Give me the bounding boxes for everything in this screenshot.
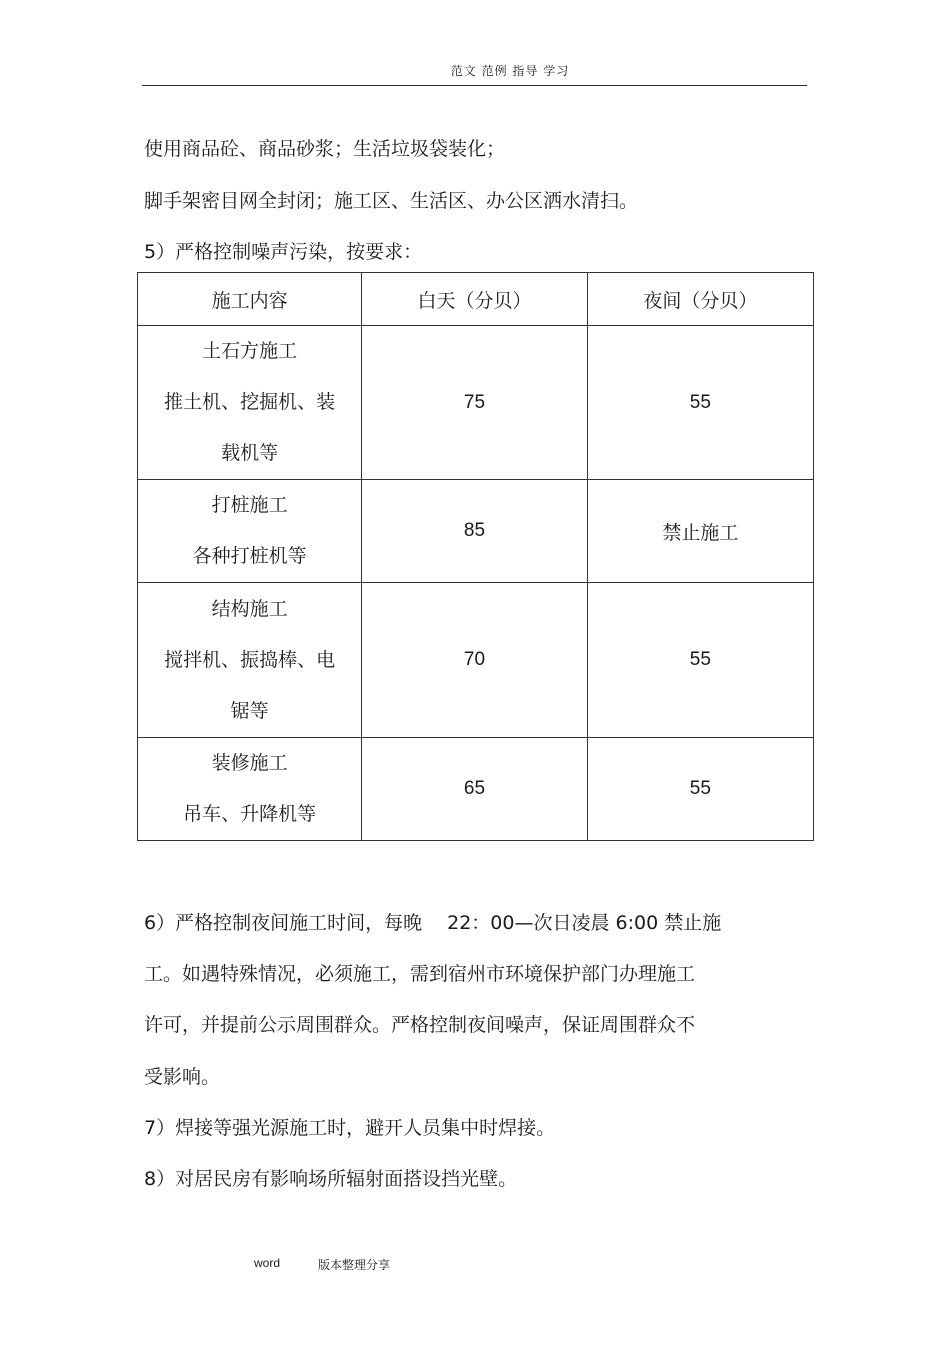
- content-line: 各种打桩机等: [192, 545, 307, 567]
- paragraph-night-work-cont: 工。如遇特殊情况，必须施工，需到宿州市环境保护部门办理施工: [144, 963, 696, 985]
- paragraph-welding: 7）焊接等强光源施工时，避开人员集中时焊接。: [144, 1117, 556, 1139]
- noise-limit-table: [137, 272, 814, 841]
- night-value: 禁止施工: [587, 480, 813, 583]
- day-value: 85: [362, 480, 587, 583]
- header-night: 夜间（分贝）: [587, 273, 813, 326]
- row-content-cell: [138, 583, 362, 738]
- content-line: 载机等: [221, 442, 279, 464]
- paragraph-light-barrier: 8）对居民房有影响场所辐射面搭设挡光壁。: [144, 1168, 518, 1190]
- page-header: 范文 范例 指导 学习: [450, 64, 570, 78]
- night-value: 55: [587, 738, 813, 841]
- night-value: 55: [587, 583, 813, 738]
- day-value: 75: [362, 326, 587, 480]
- header-divider: [142, 85, 807, 86]
- day-value: 70: [362, 583, 587, 738]
- table-header-row: [138, 273, 814, 326]
- night-value: 55: [587, 326, 813, 480]
- footer-note: 版本整理分享: [318, 1258, 391, 1272]
- paragraph-materials: 使用商品砼、商品砂浆；生活垃圾袋装化；: [144, 138, 506, 160]
- content-line: 锯等: [230, 699, 269, 722]
- content-line: 推土机、挖掘机、装: [164, 391, 336, 413]
- table-row: [138, 738, 814, 841]
- header-day: 白天（分贝）: [362, 273, 587, 326]
- paragraph-noise-heading: 5）严格控制噪声污染，按要求：: [144, 241, 423, 263]
- content-line: 吊车、升降机等: [183, 803, 317, 825]
- table-row: [138, 583, 814, 738]
- row-content-cell: [138, 326, 362, 480]
- content-line: 打桩施工: [211, 494, 288, 516]
- footer-word-label: word: [254, 1256, 281, 1270]
- paragraph-scaffold: 脚手架密目网全封闭；施工区、生活区、办公区洒水清扫。: [144, 190, 639, 212]
- paragraph-night-work: 6）严格控制夜间施工时间，每晚 22：00—次日凌晨 6:00 禁止施: [144, 912, 722, 934]
- row-content-cell: [138, 480, 362, 583]
- header-content: 施工内容: [138, 273, 362, 326]
- table-row: [138, 326, 814, 480]
- day-value: 65: [362, 738, 587, 841]
- content-line: 土石方施工: [202, 340, 298, 362]
- row-content-cell: [138, 738, 362, 841]
- content-line: 搅拌机、振捣棒、电: [164, 648, 336, 671]
- paragraph-night-work-cont: 许可，并提前公示周围群众。严格控制夜间噪声，保证周围群众不: [144, 1014, 696, 1036]
- paragraph-night-work-cont: 受影响。: [144, 1066, 221, 1088]
- content-line: 结构施工: [211, 597, 288, 620]
- table-row: [138, 480, 814, 583]
- content-line: 装修施工: [211, 752, 288, 774]
